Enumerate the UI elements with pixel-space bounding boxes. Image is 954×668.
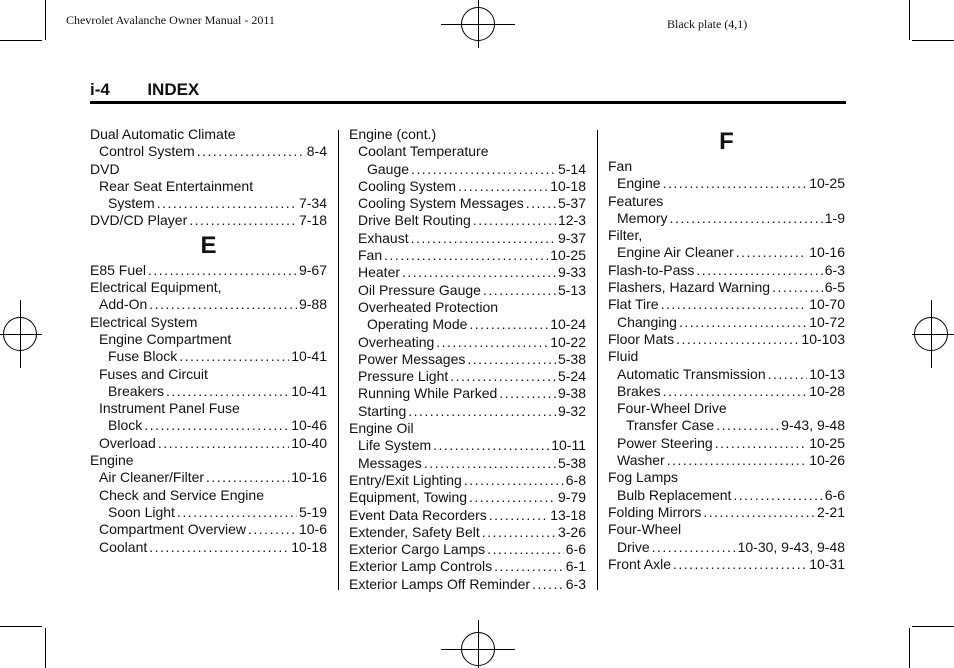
- entry-text: Filter,: [608, 227, 643, 244]
- entry-text: Rear Seat Entertainment: [99, 177, 254, 194]
- index-entry: [349, 437, 586, 454]
- page-reference: 5-13: [557, 281, 586, 298]
- entry-text: Engine Oil: [349, 420, 414, 437]
- entry-text: Equipment, Towing: [349, 489, 468, 506]
- leader-dots: [483, 282, 556, 299]
- leader-dots: [532, 576, 564, 593]
- entry-text: Exhaust: [358, 229, 409, 246]
- entry-text: Fuses and Circuit: [99, 365, 208, 382]
- index-entry: [608, 279, 845, 296]
- leader-dots: [768, 366, 808, 383]
- index-entry: [608, 452, 845, 469]
- index-entry: [608, 400, 845, 417]
- entry-text: Pressure Light: [358, 368, 449, 385]
- column-divider: [338, 130, 339, 590]
- leader-dots: [149, 296, 297, 313]
- entry-text: Heater: [358, 264, 401, 281]
- index-entry: [349, 385, 586, 402]
- entry-text: Automatic Transmission: [617, 365, 766, 382]
- index-column-1: [90, 126, 327, 556]
- leader-dots: [736, 244, 807, 261]
- index-entry: [90, 279, 327, 296]
- entry-text: Compartment Overview: [99, 521, 247, 538]
- entry-text: Overheating: [358, 333, 435, 350]
- index-entry: [608, 348, 845, 365]
- page-reference: 10-25: [809, 175, 845, 192]
- page-reference: 10-28: [809, 382, 845, 399]
- entry-text: Check and Service Engine: [99, 486, 264, 503]
- leader-dots: [464, 472, 564, 489]
- entry-text: Engine: [617, 175, 661, 192]
- entry-text: Front Axle: [608, 555, 672, 572]
- page-reference: 5-14: [557, 160, 586, 177]
- index-entry: [349, 212, 586, 229]
- leader-dots: [149, 539, 289, 556]
- running-header-title: Chevrolet Avalanche Owner Manual - 2011: [66, 13, 275, 27]
- entry-text: System: [108, 195, 155, 212]
- index-entry: [349, 230, 586, 247]
- entry-text: Power Steering: [617, 434, 713, 451]
- index-entry: [90, 296, 327, 313]
- page-reference: 9-88: [298, 296, 327, 313]
- index-entry: [349, 472, 586, 489]
- page-reference: 9-43, 9-48: [781, 417, 845, 434]
- entry-text: Engine Compartment: [99, 330, 232, 347]
- leader-dots: [696, 262, 822, 279]
- entry-text: Drive Belt Routing: [358, 212, 471, 229]
- leader-dots: [676, 331, 799, 348]
- leader-dots: [679, 314, 807, 331]
- index-entry: [608, 227, 845, 244]
- index-entry: [349, 161, 586, 178]
- entry-text: Overheated Protection: [358, 298, 499, 315]
- leader-dots: [663, 175, 808, 192]
- index-entry: [349, 403, 586, 420]
- index-entry: [349, 351, 586, 368]
- page-reference: 3-26: [557, 523, 586, 540]
- entry-text: Messages: [358, 454, 422, 471]
- index-entry: [90, 417, 327, 434]
- leader-dots: [469, 489, 556, 506]
- entry-text: Fog Lamps: [608, 469, 679, 486]
- leader-dots: [411, 230, 556, 247]
- entry-text: Drive: [617, 538, 650, 555]
- leader-dots: [433, 437, 549, 454]
- index-entry: [90, 521, 327, 538]
- page-reference: 10-6: [298, 521, 327, 538]
- leader-dots: [473, 212, 556, 229]
- page-reference: 10-16: [291, 469, 327, 486]
- entry-text: Fan: [358, 247, 383, 264]
- entry-text: Engine (cont.): [349, 126, 437, 142]
- entry-text: Starting: [358, 402, 407, 419]
- index-entry: [349, 576, 586, 593]
- index-entry: [608, 158, 845, 175]
- page-reference: 6-5: [824, 279, 845, 296]
- index-entry: [608, 521, 845, 538]
- index-entry: [349, 541, 586, 558]
- leader-dots: [436, 334, 548, 351]
- index-entry: [90, 262, 327, 279]
- leader-dots: [197, 143, 305, 160]
- index-letter-heading: E: [200, 231, 217, 259]
- index-entry: [90, 314, 327, 331]
- page-reference: 10-41: [291, 382, 327, 399]
- index-entry: [349, 126, 586, 143]
- page-reference: 6-3: [565, 575, 586, 592]
- index-entry: [90, 195, 327, 212]
- index-entry: [608, 469, 845, 486]
- index-entry: [349, 558, 586, 575]
- leader-dots: [402, 264, 556, 281]
- leader-dots: [384, 247, 548, 264]
- index-entry: [608, 314, 845, 331]
- entry-text: Exterior Lamps Off Reminder: [349, 575, 531, 592]
- index-entry: [349, 247, 586, 264]
- entry-text: Add-On: [99, 296, 148, 313]
- index-entry: [90, 539, 327, 556]
- page-reference: 5-38: [557, 454, 586, 471]
- leader-dots: [667, 452, 807, 469]
- entry-text: Coolant Temperature: [358, 143, 489, 160]
- index-entry: [608, 435, 845, 452]
- page-reference: 10-18: [291, 538, 327, 555]
- page-reference: 9-32: [557, 402, 586, 419]
- leader-dots: [715, 435, 807, 452]
- entry-text: DVD: [90, 160, 120, 177]
- index-entry: [90, 331, 327, 348]
- entry-text: Engine: [90, 452, 134, 469]
- entry-text: Overload: [99, 434, 156, 451]
- entry-text: Memory: [617, 209, 668, 226]
- index-entry: [608, 383, 845, 400]
- index-entry: [90, 161, 327, 178]
- index-entry: [349, 507, 586, 524]
- leader-dots: [673, 556, 807, 573]
- index-letter-heading: F: [719, 128, 734, 155]
- entry-text: Block: [108, 417, 143, 434]
- entry-text: Exterior Cargo Lamps: [349, 541, 486, 558]
- index-entry: [608, 417, 845, 434]
- leader-dots: [652, 539, 736, 556]
- leader-dots: [408, 403, 556, 420]
- page-reference: 10-41: [291, 348, 327, 365]
- page-reference: 12-3: [557, 212, 586, 229]
- page-reference: 2-21: [816, 503, 845, 520]
- page-reference: 10-25: [550, 247, 586, 264]
- page-reference: 6-6: [565, 541, 586, 558]
- page-reference: 10-26: [809, 452, 845, 469]
- index-entry: [608, 504, 845, 521]
- leader-dots: [248, 521, 297, 538]
- leader-dots: [469, 316, 548, 333]
- page-reference: 1-9: [824, 209, 845, 226]
- entry-text: Air Cleaner/Filter: [99, 469, 205, 486]
- leader-dots: [148, 262, 297, 279]
- index-entry: [90, 348, 327, 365]
- index-entry: [90, 383, 327, 400]
- entry-text: Power Messages: [358, 350, 466, 367]
- entry-text: Electrical System: [90, 313, 198, 330]
- leader-dots: [733, 487, 822, 504]
- entry-text: Electrical Equipment,: [90, 279, 222, 296]
- entry-text: Event Data Recorders: [349, 506, 487, 523]
- page-reference: 10-16: [809, 244, 845, 261]
- leader-dots: [499, 385, 556, 402]
- index-entry: [349, 264, 586, 281]
- entry-text: Entry/Exit Lighting: [349, 471, 462, 488]
- entry-text: Gauge: [367, 160, 410, 177]
- leader-dots: [670, 210, 823, 227]
- entry-text: Fluid: [608, 348, 639, 365]
- index-entry: [90, 212, 327, 229]
- leader-dots: [189, 212, 297, 229]
- index-entry: [608, 539, 845, 556]
- entry-text: Bulb Replacement: [617, 486, 732, 503]
- leader-dots: [411, 161, 556, 178]
- entry-text: Flashers, Hazard Warning: [608, 279, 771, 296]
- leader-dots: [663, 383, 808, 400]
- page-reference: 9-37: [557, 229, 586, 246]
- entry-text: Cooling System Messages: [358, 195, 524, 212]
- page-reference: 10-24: [550, 316, 586, 333]
- entry-text: Folding Mirrors: [608, 503, 702, 520]
- page-title: INDEX: [147, 80, 200, 99]
- entry-text: Oil Pressure Gauge: [358, 281, 481, 298]
- index-entry: [608, 296, 845, 313]
- page-reference: 10-22: [550, 333, 586, 350]
- entry-text: Fuse Block: [108, 348, 178, 365]
- index-entry: [349, 455, 586, 472]
- page-reference: 9-33: [557, 264, 586, 281]
- leader-dots: [772, 279, 823, 296]
- entry-text: Features: [608, 192, 664, 209]
- page-reference: 6-8: [565, 471, 586, 488]
- entry-text: Coolant: [99, 538, 148, 555]
- page-reference: 10-25: [809, 434, 845, 451]
- index-entry: [349, 524, 586, 541]
- entry-text: Life System: [358, 437, 432, 454]
- page-reference: 10-46: [291, 417, 327, 434]
- index-entry: [90, 469, 327, 486]
- index-entry: [349, 316, 586, 333]
- page-number: i-4: [90, 80, 110, 99]
- leader-dots: [157, 195, 297, 212]
- index-entry: [349, 489, 586, 506]
- index-entry: [608, 175, 845, 192]
- entry-text: Instrument Panel Fuse: [99, 400, 240, 417]
- page-reference: 5-24: [557, 368, 586, 385]
- entry-text: Dual Automatic Climate: [90, 126, 236, 142]
- entry-text: Flash-to-Pass: [608, 261, 695, 278]
- entry-text: Extender, Safety Belt: [349, 523, 480, 540]
- leader-dots: [158, 435, 289, 452]
- leader-dots: [179, 348, 289, 365]
- page-reference: 7-18: [298, 212, 327, 229]
- index-entry: [90, 452, 327, 469]
- entry-text: Exterior Lamp Controls: [349, 558, 493, 575]
- index-entry: [608, 262, 845, 279]
- index-entry: [90, 400, 327, 417]
- leader-dots: [526, 195, 556, 212]
- entry-text: Four-Wheel Drive: [617, 400, 727, 417]
- index-entry: [349, 178, 586, 195]
- leader-dots: [458, 178, 548, 195]
- page-reference: 8-4: [306, 143, 327, 160]
- index-entry: [608, 210, 845, 227]
- entry-text: Cooling System: [358, 177, 457, 194]
- index-entry: [608, 366, 845, 383]
- index-entry: [608, 556, 845, 573]
- leader-dots: [661, 296, 808, 313]
- index-entry: [90, 435, 327, 452]
- index-entry: [349, 334, 586, 351]
- leader-dots: [716, 417, 779, 434]
- entry-text: Fan: [608, 158, 633, 174]
- entry-text: Four-Wheel: [608, 521, 682, 538]
- page-reference: 5-19: [298, 503, 327, 520]
- entry-text: Brakes: [617, 382, 661, 399]
- leader-dots: [487, 541, 564, 558]
- plate-label: Black plate (4,1): [667, 17, 748, 31]
- index-entry: [608, 193, 845, 210]
- index-entry: [349, 195, 586, 212]
- entry-text: DVD/CD Player: [90, 212, 188, 229]
- page-reference: 6-3: [824, 261, 845, 278]
- page-reference: 6-1: [565, 558, 586, 575]
- page-reference: 10-31: [809, 555, 845, 572]
- index-entry: [90, 366, 327, 383]
- index-entry: [90, 178, 327, 195]
- index-column-2: [349, 126, 586, 593]
- page-reference: 10-70: [809, 296, 845, 313]
- entry-text: Engine Air Cleaner: [617, 244, 734, 261]
- index-entry: [90, 487, 327, 504]
- entry-text: Washer: [617, 452, 665, 469]
- section-heading: [90, 80, 199, 100]
- page-reference: 10-40: [291, 434, 327, 451]
- entry-text: Floor Mats: [608, 330, 675, 347]
- page-reference: 13-18: [550, 506, 586, 523]
- heading-rule: [90, 101, 846, 104]
- index-entry: [608, 331, 845, 348]
- page-reference: 10-30, 9-43, 9-48: [737, 538, 845, 555]
- index-entry: [608, 244, 845, 261]
- leader-dots: [166, 383, 289, 400]
- entry-text: Running While Parked: [358, 385, 498, 402]
- index-entry: [608, 487, 845, 504]
- leader-dots: [177, 504, 297, 521]
- entry-text: Breakers: [108, 382, 165, 399]
- leader-dots: [489, 507, 548, 524]
- page-reference: 10-13: [809, 365, 845, 382]
- index-entry: [349, 368, 586, 385]
- leader-dots: [703, 504, 815, 521]
- page-reference: 5-37: [557, 195, 586, 212]
- page-reference: 9-38: [557, 385, 586, 402]
- entry-text: Changing: [617, 313, 677, 330]
- index-column-3: [608, 126, 845, 573]
- leader-dots: [206, 469, 289, 486]
- page-reference: 10-18: [550, 177, 586, 194]
- index-entry: [349, 420, 586, 437]
- leader-dots: [494, 558, 564, 575]
- page-reference: 9-79: [557, 489, 586, 506]
- index-entry: [349, 299, 586, 316]
- page-reference: 6-6: [824, 486, 845, 503]
- leader-dots: [144, 417, 289, 434]
- leader-dots: [482, 524, 556, 541]
- entry-text: Soon Light: [108, 503, 175, 520]
- index-entry: [349, 282, 586, 299]
- page-reference: 10-11: [551, 437, 586, 454]
- page-reference: 10-72: [809, 313, 845, 330]
- page-reference: 10-103: [801, 330, 845, 347]
- leader-dots: [467, 351, 556, 368]
- entry-text: E85 Fuel: [90, 261, 147, 278]
- leader-dots: [424, 455, 556, 472]
- leader-dots: [450, 368, 556, 385]
- index-entry: [349, 143, 586, 160]
- column-divider: [597, 130, 598, 590]
- page-reference: 7-34: [298, 195, 327, 212]
- entry-text: Control System: [99, 143, 195, 160]
- page-reference: 5-38: [557, 350, 586, 367]
- entry-text: Operating Mode: [367, 316, 468, 333]
- page-reference: 9-67: [298, 261, 327, 278]
- index-entry: [90, 504, 327, 521]
- index-entry: [90, 126, 327, 143]
- entry-text: Flat Tire: [608, 296, 659, 313]
- index-entry: [90, 143, 327, 160]
- entry-text: Transfer Case: [626, 417, 715, 434]
